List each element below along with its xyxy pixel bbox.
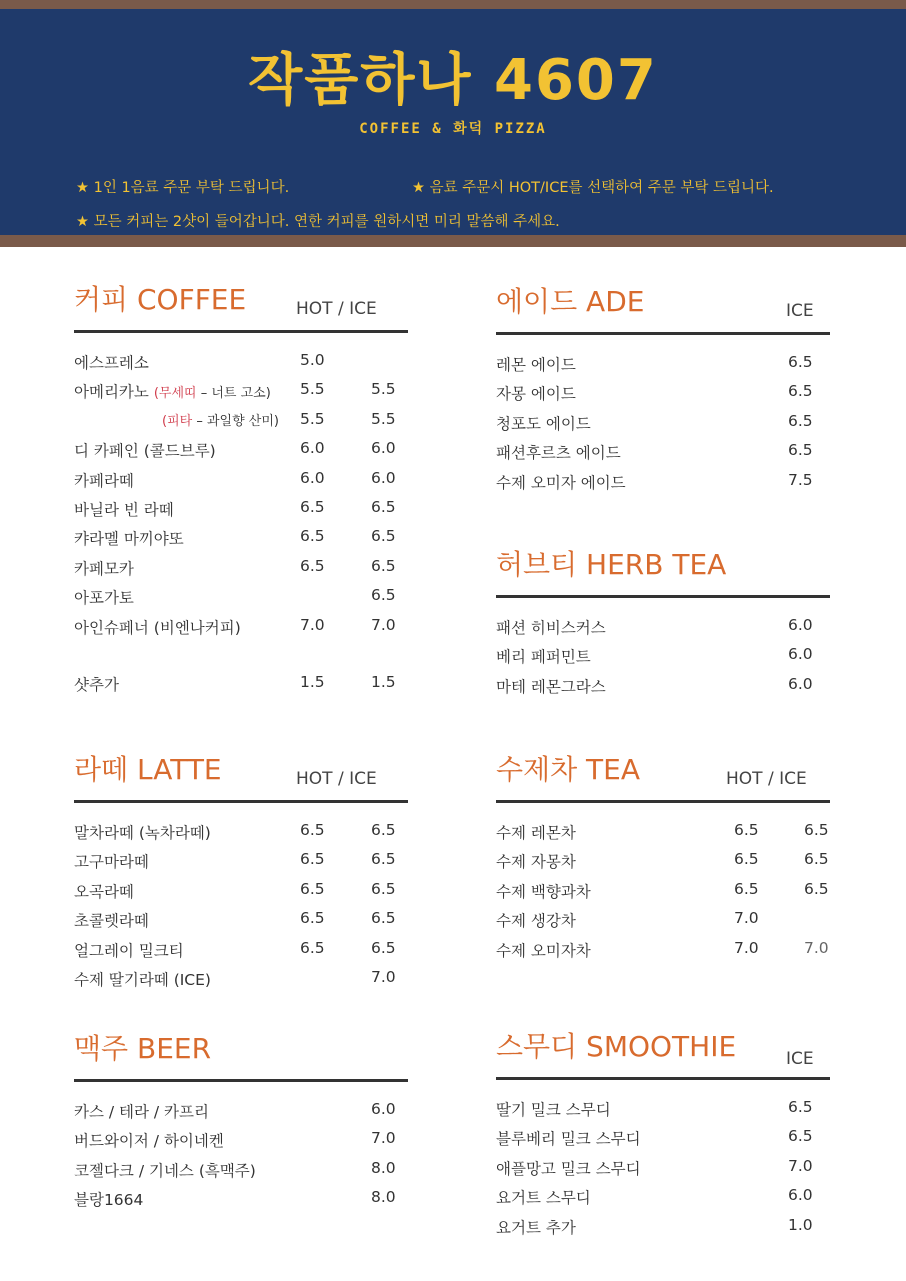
item-name: 레몬 에이드: [496, 356, 576, 374]
item-name: 얼그레이 밀크티: [74, 941, 184, 960]
item-name: 캬라멜 마끼야또: [74, 530, 184, 549]
latte-col-labels: HOT / ICE: [296, 769, 377, 789]
item-price: 8.0: [371, 1188, 396, 1207]
menu-item: [74, 435, 408, 464]
tea-list: [496, 817, 830, 964]
hot-price: 6.5: [734, 850, 759, 869]
ice-price: 6.5: [371, 850, 396, 869]
ice-price: 7.0: [371, 967, 396, 986]
herb-tea-section: [496, 550, 830, 700]
ice-price: 6.5: [371, 556, 396, 575]
menu-item: [496, 408, 830, 437]
item-name: 고구마라떼: [74, 853, 149, 872]
item-name: [74, 380, 271, 402]
menu-item: [496, 1212, 830, 1241]
menu-item: [74, 523, 408, 552]
coffee-title: 커피 COFFEE: [74, 283, 247, 316]
hot-price: 6.5: [300, 909, 325, 928]
notice-two-shots: ★ 모든 커피는 2샷이 들어갑니다. 연한 커피를 원하시면 미리 말씀해 주세요.: [76, 214, 560, 230]
menu-item: [74, 817, 408, 846]
header-bottom-strip: [0, 235, 906, 247]
item-name-text: 아메리카노: [74, 383, 149, 402]
hot-price: 6.5: [300, 879, 325, 898]
item-price: 1.0: [788, 1215, 813, 1234]
item-price: 6.5: [788, 1098, 813, 1116]
hot-price: 6.5: [300, 527, 325, 546]
item-price: 8.0: [371, 1158, 396, 1177]
ade-section: [496, 287, 830, 496]
item-price: 7.0: [788, 1156, 813, 1175]
beer-section: [74, 1034, 408, 1214]
herb-tea-title: 허브티 HERB TEA: [496, 548, 727, 581]
item-name: 샷추가: [74, 675, 119, 694]
menu-item: [74, 612, 408, 641]
bean-desc: – 과일향 산미): [192, 413, 279, 429]
item-name: 패션후르츠 에이드: [496, 444, 621, 463]
item-name: 블랑1664: [74, 1191, 144, 1210]
item-price: 6.0: [788, 645, 813, 664]
ice-price: 6.0: [371, 439, 396, 458]
menu-item: [496, 1094, 830, 1123]
item-price: 6.5: [788, 382, 813, 401]
latte-header: [74, 755, 408, 803]
tea-section: [496, 755, 830, 964]
menu-item: [74, 1125, 408, 1154]
menu-item: [74, 1096, 408, 1125]
hot-price: 6.5: [734, 821, 759, 839]
item-name: 자몽 에이드: [496, 385, 576, 404]
menu-item: [496, 1153, 830, 1182]
shop-title: 작품하나 4607: [248, 48, 658, 113]
menu-item: [74, 465, 408, 494]
item-price: 7.0: [371, 1129, 396, 1148]
ice-price: 7.0: [371, 615, 396, 634]
menu-item: [496, 905, 830, 934]
item-name: 카페모카: [74, 559, 134, 578]
menu-item: [74, 376, 408, 405]
hot-price: 5.0: [300, 351, 325, 369]
herb-tea-header: [496, 550, 830, 598]
beer-list: [74, 1096, 408, 1214]
menu-item: [496, 349, 830, 378]
item-price: 6.0: [788, 1186, 813, 1205]
ice-price: 6.5: [371, 497, 396, 516]
menu-item: [496, 1182, 830, 1211]
ice-price: 6.5: [804, 879, 829, 898]
item-price: 6.5: [788, 353, 813, 371]
menu-item: [74, 347, 408, 376]
item-name: 아포가토: [74, 589, 134, 608]
hot-price: 1.5: [300, 672, 325, 691]
hot-price: 6.5: [300, 850, 325, 869]
item-name: 애플망고 밀크 스무디: [496, 1159, 641, 1178]
item-name: 요거트 추가: [496, 1218, 576, 1237]
menu-item: [74, 669, 408, 698]
item-price: 6.0: [788, 616, 813, 634]
item-name: 오곡라떼: [74, 882, 134, 901]
bean-note: (무세띠: [153, 386, 197, 402]
ade-list: [496, 349, 830, 496]
item-name: 코젤다크 / 기네스 (흑맥주): [74, 1161, 256, 1180]
latte-section: [74, 755, 408, 993]
menu-item: [74, 846, 408, 875]
menu-item: [496, 935, 830, 964]
ice-price: 7.0: [804, 938, 829, 957]
header-top-strip: [0, 0, 906, 9]
item-name: 요거트 스무디: [496, 1189, 591, 1208]
menu-item: [74, 1184, 408, 1213]
item-name: 카스 / 테라 / 카프리: [74, 1103, 209, 1121]
ice-price: 6.0: [371, 468, 396, 487]
menu-item: [496, 437, 830, 466]
item-name: 바닐라 빈 라떼: [74, 500, 174, 519]
item-name: 마테 레몬그라스: [496, 677, 606, 696]
coffee-header: [74, 285, 408, 333]
latte-title: 라떼 LATTE: [74, 753, 222, 786]
menu-item: [496, 846, 830, 875]
latte-list: [74, 817, 408, 993]
item-name: 수제 오미자차: [496, 941, 591, 960]
shop-subtitle: COFFEE & 화덕 PIZZA: [359, 121, 547, 137]
bean-desc: – 너트 고소): [196, 386, 271, 402]
item-name: 블루베리 밀크 스무디: [496, 1130, 641, 1149]
ice-price: 5.5: [371, 409, 396, 428]
item-name: 청포도 에이드: [496, 414, 591, 433]
item-name: 수제 딸기라떼 (ICE): [74, 970, 211, 989]
item-name: 수제 자몽차: [496, 853, 576, 872]
ice-price: 6.5: [371, 527, 396, 546]
notice-one-drink: ★ 1인 1음료 주문 부탁 드립니다.: [76, 180, 290, 196]
ice-price: 1.5: [371, 672, 396, 691]
menu-item: [496, 641, 830, 670]
tea-title: 수제차 TEA: [496, 753, 640, 786]
ice-price: 6.5: [804, 850, 829, 869]
coffee-list: [74, 347, 408, 698]
item-name: 수제 레몬차: [496, 824, 576, 842]
beer-header: [74, 1034, 408, 1082]
smoothie-list: [496, 1094, 830, 1241]
menu-item: [74, 964, 408, 993]
menu-item: [74, 406, 408, 435]
item-price: 6.5: [788, 1127, 813, 1146]
menu-item: [74, 905, 408, 934]
hot-price: 5.5: [300, 380, 325, 399]
hot-price: 6.0: [300, 439, 325, 458]
menu-item: [74, 1155, 408, 1184]
item-name: 딸기 밀크 스무디: [496, 1101, 611, 1119]
item-name: 에스프레소: [74, 354, 149, 372]
ice-price: 6.5: [804, 821, 829, 839]
coffee-section: [74, 285, 408, 698]
menu-item: [74, 494, 408, 523]
item-price: 6.0: [788, 674, 813, 693]
beer-title: 맥주 BEER: [74, 1032, 212, 1065]
menu-item: [74, 582, 408, 611]
ade-title: 에이드 ADE: [496, 285, 645, 318]
item-price: 6.0: [371, 1100, 396, 1118]
hot-price: 6.5: [300, 938, 325, 957]
hot-price: 7.0: [734, 909, 759, 928]
ice-price: 6.5: [371, 586, 396, 605]
menu-item: [496, 876, 830, 905]
item-name: [162, 410, 279, 429]
hot-price: 5.5: [300, 409, 325, 428]
herb-tea-list: [496, 612, 830, 700]
hot-price: 6.5: [300, 497, 325, 516]
tea-header: [496, 755, 830, 803]
item-price: 7.5: [788, 470, 813, 489]
menu-item: [496, 467, 830, 496]
ade-col-labels: ICE: [786, 301, 814, 321]
bean-note: (피타: [162, 413, 193, 429]
smoothie-title: 스무디 SMOOTHIE: [496, 1030, 737, 1063]
tea-col-labels: HOT / ICE: [726, 769, 807, 789]
item-name: 수제 백향과차: [496, 882, 591, 901]
menu-item: [496, 1123, 830, 1152]
item-name: 패션 히비스커스: [496, 619, 606, 637]
item-name: 아인슈페너 (비엔나커피): [74, 618, 241, 637]
hot-price: 6.5: [734, 879, 759, 898]
ice-price: 6.5: [371, 821, 396, 839]
menu-item: [74, 553, 408, 582]
item-price: 6.5: [788, 441, 813, 460]
item-name: 카페라떼: [74, 471, 134, 490]
menu-item: [496, 378, 830, 407]
item-name: 버드와이저 / 하이네켄: [74, 1132, 224, 1151]
ade-header: [496, 287, 830, 335]
hot-price: 6.5: [300, 821, 325, 839]
menu-item: [496, 612, 830, 641]
menu-item: [74, 876, 408, 905]
item-price: 6.5: [788, 411, 813, 430]
ice-price: 6.5: [371, 909, 396, 928]
smoothie-col-labels: ICE: [786, 1049, 814, 1069]
ice-price: 5.5: [371, 380, 396, 399]
item-name: 디 카페인 (콜드브루): [74, 442, 216, 461]
menu-item: [496, 817, 830, 846]
item-name: 수제 생강차: [496, 912, 576, 931]
item-name: 베리 페퍼민트: [496, 648, 591, 667]
menu-item: [496, 671, 830, 700]
menu-item: [74, 935, 408, 964]
hot-price: 6.5: [300, 556, 325, 575]
hot-price: 6.0: [300, 468, 325, 487]
item-name: 수제 오미자 에이드: [496, 473, 626, 492]
notice-hot-ice: ★ 음료 주문시 HOT/ICE를 선택하여 주문 부탁 드립니다.: [412, 180, 774, 196]
hot-price: 7.0: [300, 615, 325, 634]
coffee-col-labels: HOT / ICE: [296, 299, 377, 319]
item-name: 초콜렛라떼: [74, 912, 149, 931]
smoothie-header: [496, 1032, 830, 1080]
hot-price: 7.0: [734, 938, 759, 957]
item-name: 말차라떼 (녹차라떼): [74, 824, 211, 842]
ice-price: 6.5: [371, 879, 396, 898]
ice-price: 6.5: [371, 938, 396, 957]
smoothie-section: [496, 1032, 830, 1241]
